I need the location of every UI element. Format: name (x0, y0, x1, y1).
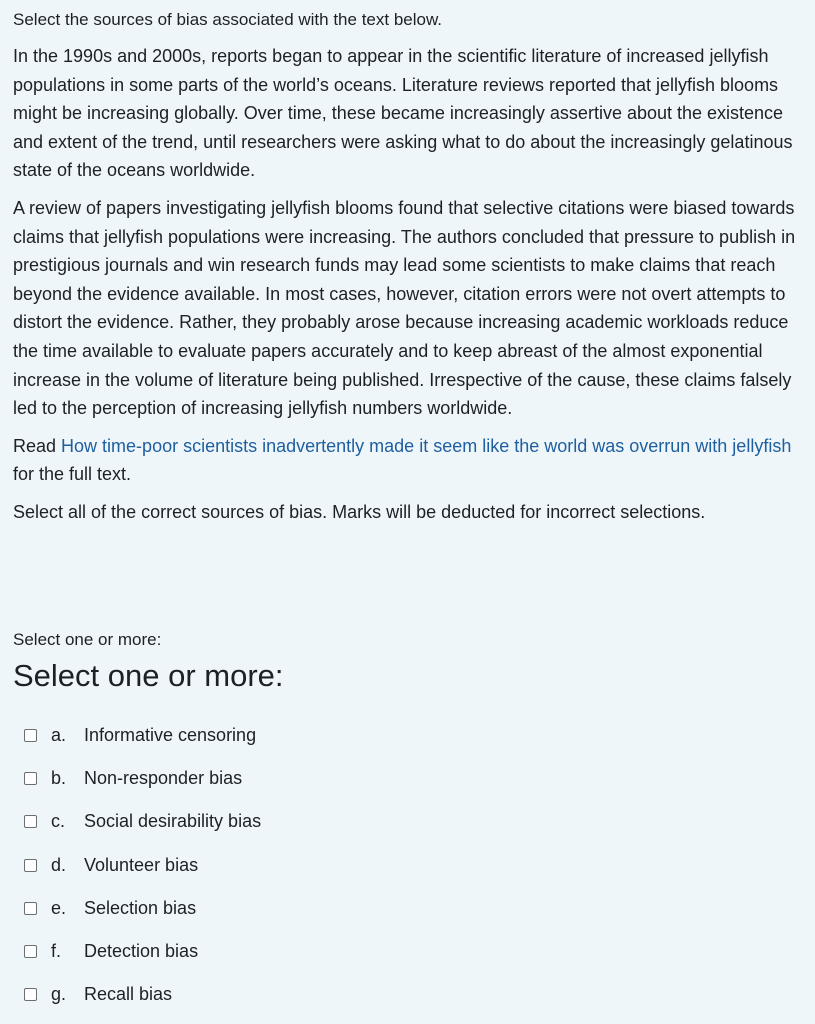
option-letter: f. (51, 941, 62, 962)
option-label: Social desirability bias (84, 811, 262, 832)
read-full-text-line (13, 432, 803, 489)
paragraph-background: In the 1990s and 2000s, reports began to appear in the scientific literature of increased jellyfish populations in some parts of the world’s oceans. Literature reviews reported that jellyfish blooms might be increasing globally. Over time, these became increasingly assertive about the existence and extent of the trend, until researchers were asking what to do about the increasingly gelatinous state of the oceans worldwide. (13, 46, 793, 181)
answer-options (24, 714, 261, 1016)
paragraph-review: A review of papers investigating jellyfish blooms found that selective citations were biased towards claims that jellyfish populations were increasing. The authors concluded that pressure to publish in prestigious journals and win research funds may lead some scientists to make claims that reach beyond the evidence available. In most cases, however, citation errors were not overt attempts to distort the evidence. Rather, they probably arose because increasing academic workloads reduce the time available to evaluate papers accurately and to keep abreast of the almost exponential increase in the volume of literature being published. Irrespective of the cause, these claims falsely led to the perception of increasing jellyfish numbers worldwide. (13, 197, 796, 419)
read-suffix: for the full text. (13, 464, 132, 485)
option-label: Informative censoring (84, 725, 257, 746)
option-f[interactable] (24, 930, 261, 973)
option-b[interactable] (24, 757, 261, 800)
option-label: Volunteer bias (84, 854, 199, 875)
option-c[interactable] (24, 800, 261, 843)
option-label: Selection bias (84, 897, 197, 918)
option-label: Detection bias (84, 941, 199, 962)
checkbox-c[interactable] (24, 815, 37, 828)
option-letter: a. (51, 725, 67, 746)
checkbox-g[interactable] (24, 988, 37, 1001)
option-letter: b. (51, 768, 67, 789)
option-letter: c. (51, 811, 66, 832)
option-e[interactable] (24, 887, 261, 930)
read-prefix: Read (13, 435, 62, 456)
option-label: Recall bias (84, 984, 173, 1005)
checkbox-a[interactable] (24, 729, 37, 742)
checkbox-f[interactable] (24, 945, 37, 958)
checkbox-e[interactable] (24, 902, 37, 915)
checkbox-b[interactable] (24, 772, 37, 785)
option-d[interactable] (24, 844, 261, 887)
option-label: Non-responder bias (84, 768, 243, 789)
question-instruction: Select the sources of bias associated with the text below. (13, 10, 443, 29)
question-text (13, 6, 803, 536)
answer-prompt-heading: Select one or more: (13, 658, 284, 693)
selection-note: Select all of the correct sources of bias. Marks will be deducted for incorrect selections. (13, 501, 706, 522)
option-g[interactable] (24, 973, 261, 1016)
option-letter: g. (51, 984, 67, 1005)
option-letter: d. (51, 854, 67, 875)
answer-prompt-small: Select one or more: (13, 630, 162, 649)
full-text-link[interactable]: How time-poor scientists inadvertently made it seem like the world was overrun with jellyfish (61, 435, 792, 456)
option-a[interactable] (24, 714, 261, 757)
option-letter: e. (51, 897, 67, 918)
checkbox-d[interactable] (24, 859, 37, 872)
